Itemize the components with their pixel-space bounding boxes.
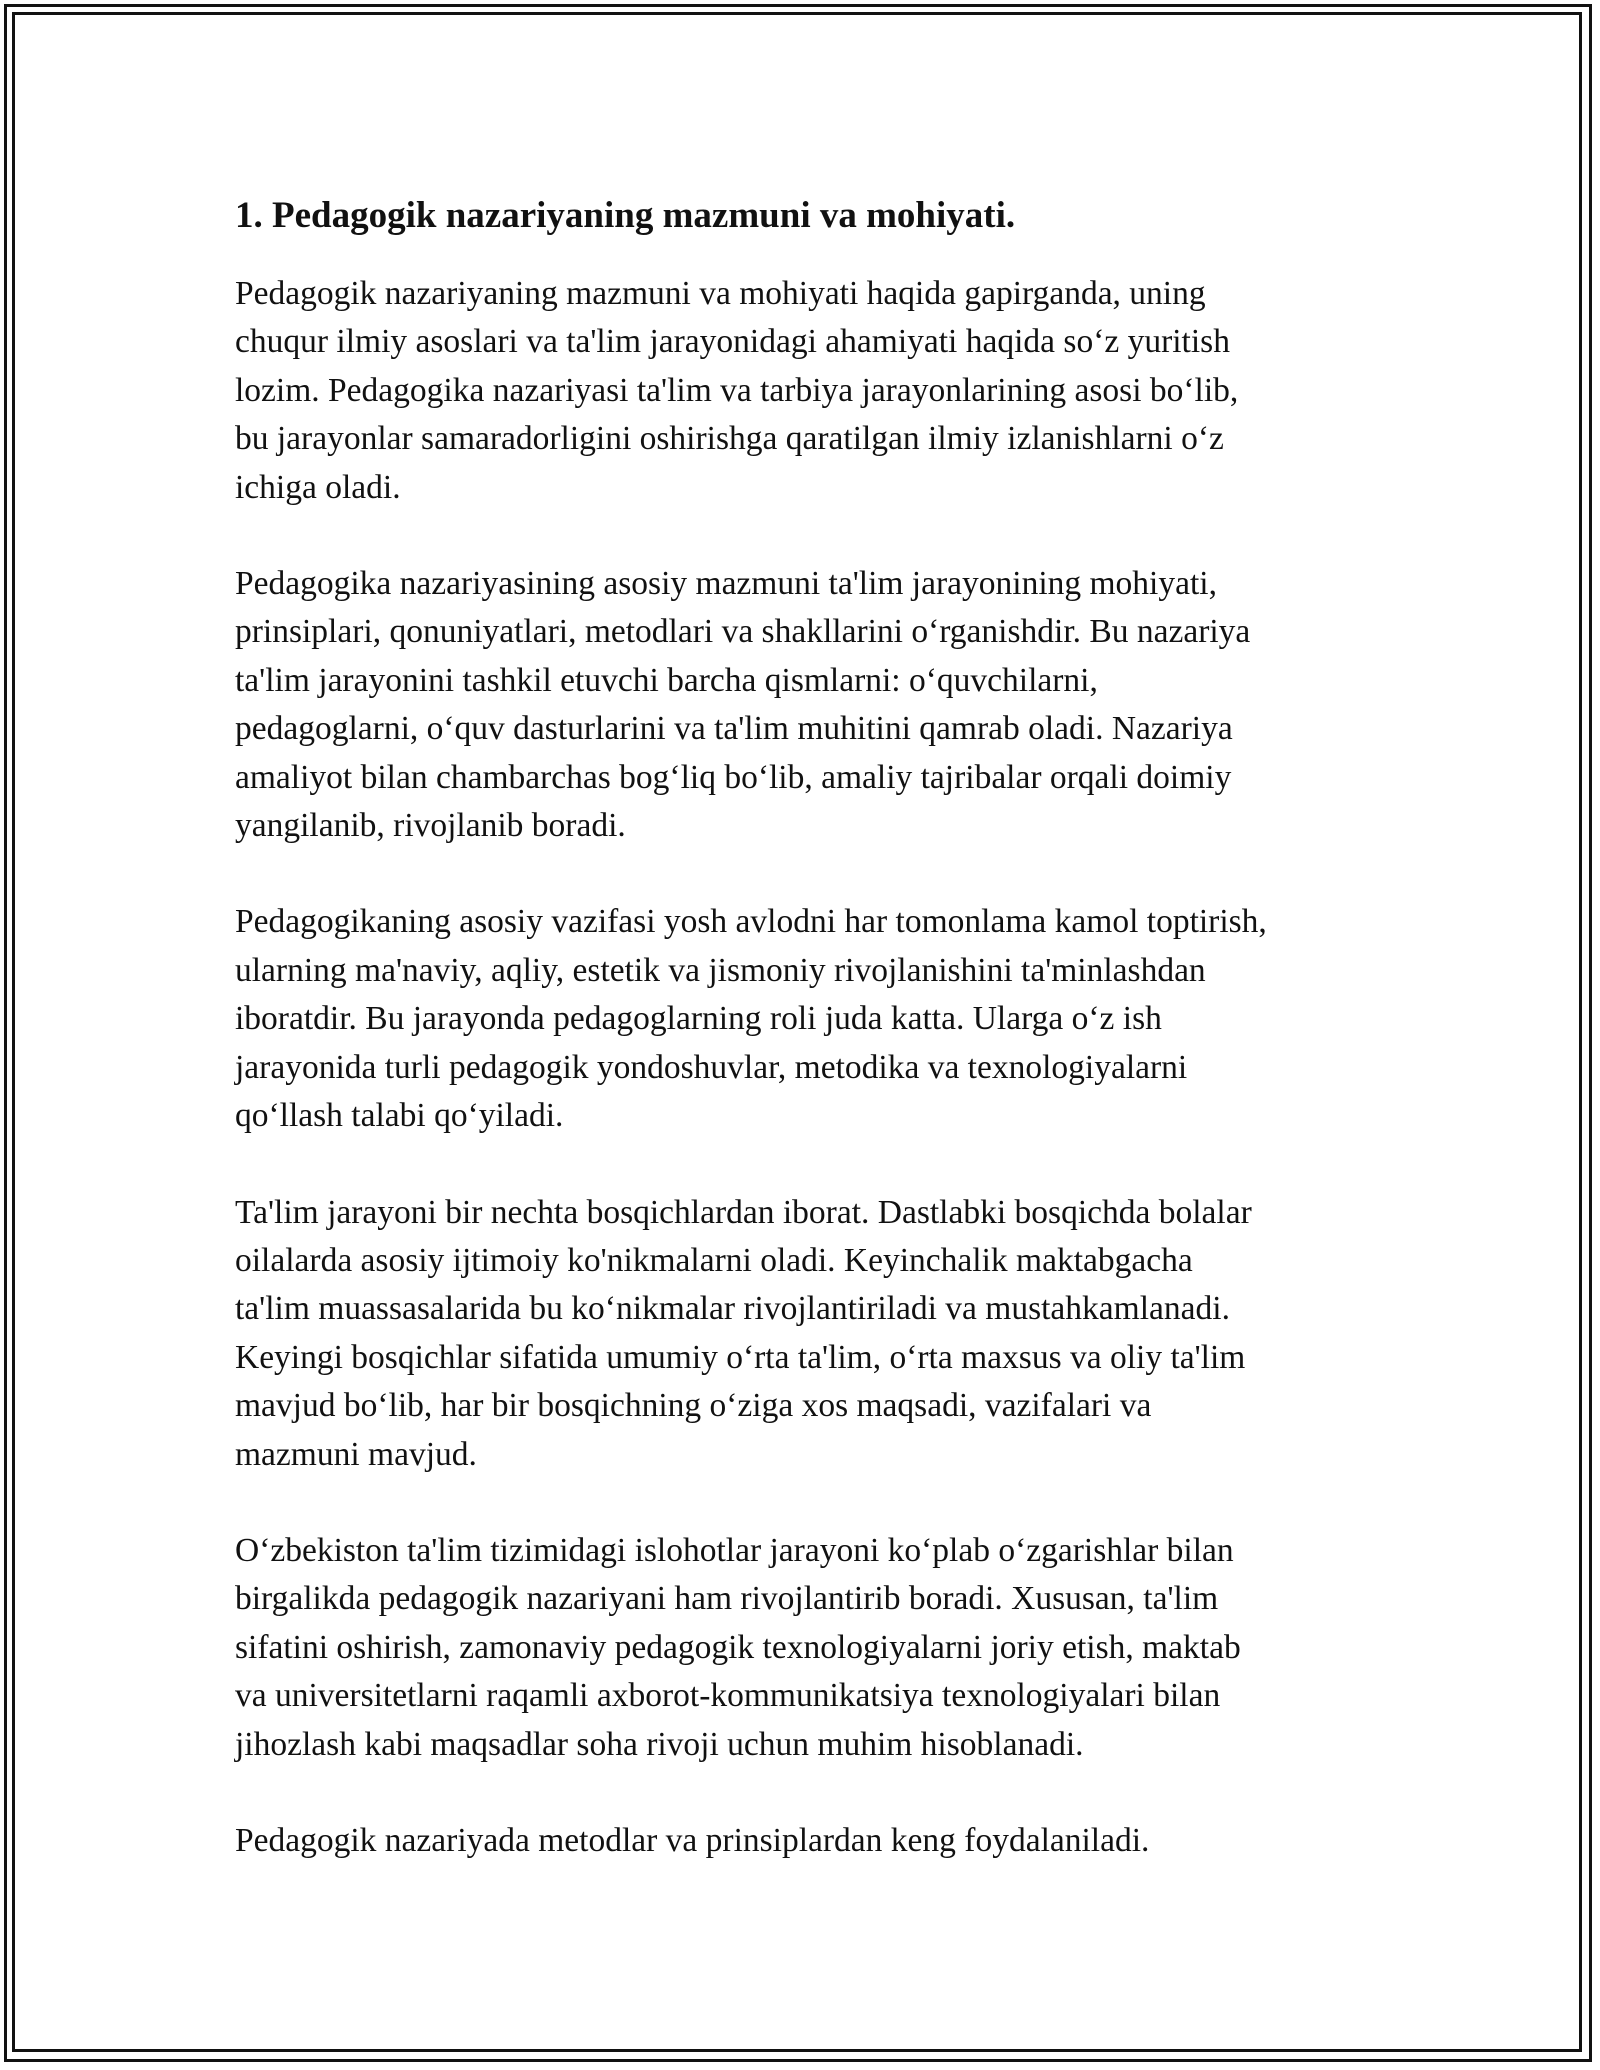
paragraph-1: Pedagogik nazariyaning mazmuni va mohiyati haqida gapirganda, uning chuqur ilmiy asoslari va ta'lim jarayonidagi ahamiyati haqida soʻz yuritish lozim. Pedagogika nazariyasi ta'lim va tarbiya jarayonlarining asosi boʻlib, bu jarayonlar samaradorligini oshirishga qaratilgan ilmiy izlanishlarni oʻz ichiga oladi. xyxy=(235,275,1239,506)
paragraph-6: Pedagogik nazariyada metodlar va prinsiplardan keng foydalaniladi. xyxy=(235,1821,1150,1859)
paragraph-2: Pedagogika nazariyasining asosiy mazmuni ta'lim jarayonining mohiyati, prinsiplari, qonuniyatlari, metodlari va shakllarini oʻrganishdir. Bu nazariya ta'lim jarayonini tashkil etuvchi barcha qismlarni: oʻquvchilarni, pedagoglarni, oʻquv dasturlarini va ta'lim muhitini qamrab oladi. Nazariya amaliyot bilan chambarchas bogʻliq boʻlib, amaliy tajribalar orqali doimiy yangilanib, rivojlanib boradi. xyxy=(235,565,1251,845)
paragraph-3: Pedagogikaning asosiy vazifasi yosh avlodni har tomonlama kamol toptirish, ularning ma'naviy, aqliy, estetik va jismoniy rivojlanishini ta'minlashdan iboratdir. Bu jarayonda pedagoglarning roli juda katta. Ularga oʻz ish jarayonida turli pedagogik yondoshuvlar, metodika va texnologiyalarni qoʻllash talabi qoʻyiladi. xyxy=(235,903,1267,1135)
document-body xyxy=(235,188,1385,1913)
section-heading: 1. Pedagogik nazariyaning mazmuni va mohiyati. xyxy=(235,195,1016,236)
paragraph-4: Ta'lim jarayoni bir nechta bosqichlardan iborat. Dastlabki bosqichda bolalar oilalarda asosiy ijtimoiy ko'nikmalarni oladi. Keyinchalik maktabgacha ta'lim muassasalarida bu koʻnikmalar rivojlantiriladi va mustahkamlanadi. Keyingi bosqichlar sifatida umumiy oʻrta ta'lim, oʻrta maxsus va oliy ta'lim mavjud boʻlib, har bir bosqichning oʻziga xos maqsadi, vazifalari va mazmuni mavjud. xyxy=(235,1193,1252,1473)
paragraph-5: Oʻzbekiston ta'lim tizimidagi islohotlar jarayoni koʻplab oʻzgarishlar bilan birgalikda pedagogik nazariyani ham rivojlantirib boradi. Xususan, ta'lim sifatini oshirish, zamonaviy pedagogik texnologiyalarni joriy etish, maktab va universitetlarni raqamli axborot-kommunikatsiya texnologiyalari bilan jihozlash kabi maqsadlar soha rivoji uchun muhim hisoblanadi. xyxy=(235,1531,1241,1763)
